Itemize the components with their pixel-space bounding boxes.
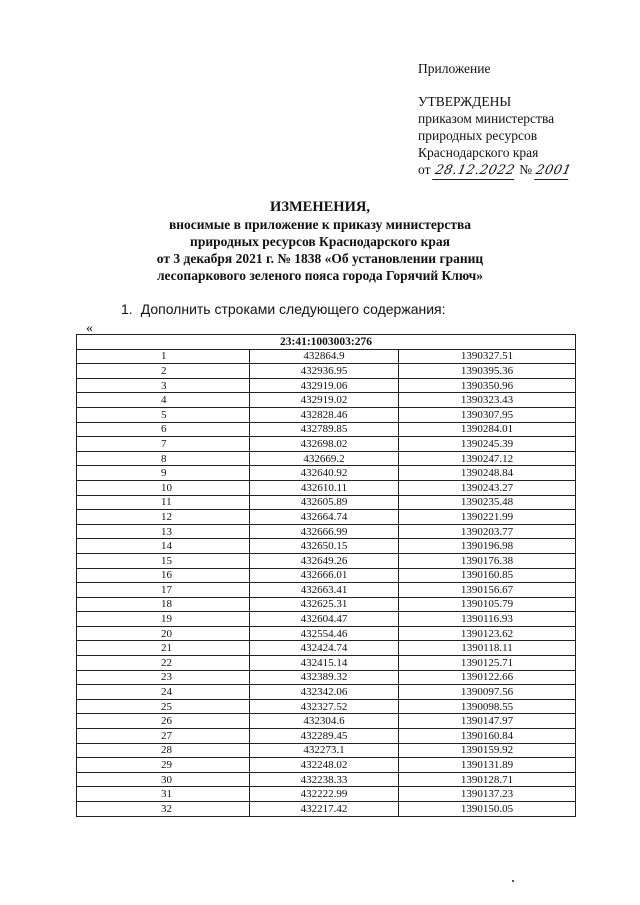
subtitle-line-3: от 3 декабря 2021 г. № 1838 «Об установлении границ xyxy=(156,251,484,266)
y-coordinate-cell: 1390221.99 xyxy=(399,510,576,525)
instruction-item xyxy=(121,301,446,317)
coordinates-table xyxy=(76,334,576,817)
y-coordinate-cell: 1390097.56 xyxy=(399,685,576,700)
y-coordinate-cell: 1390105.79 xyxy=(399,597,576,612)
y-coordinate-cell: 1390196.98 xyxy=(399,539,576,554)
table-row xyxy=(77,626,576,641)
table-row xyxy=(77,772,576,787)
table-row xyxy=(77,349,576,364)
handwritten-number: 2001 xyxy=(534,163,573,178)
point-number-cell: 10 xyxy=(77,480,250,495)
subtitle-line-1: вносимые в приложение к приказу министерства xyxy=(168,217,472,232)
point-number-cell: 20 xyxy=(77,626,250,641)
y-coordinate-cell: 1390147.97 xyxy=(399,714,576,729)
x-coordinate-cell: 432610.11 xyxy=(250,480,399,495)
x-coordinate-cell: 432222.99 xyxy=(250,787,399,802)
table-row xyxy=(77,758,576,773)
y-coordinate-cell: 1390122.66 xyxy=(399,670,576,685)
table-row xyxy=(77,583,576,598)
x-coordinate-cell: 432389.32 xyxy=(250,670,399,685)
point-number-cell: 6 xyxy=(77,422,250,437)
x-coordinate-cell: 432936.95 xyxy=(250,364,399,379)
point-number-cell: 2 xyxy=(77,364,250,379)
point-number-cell: 22 xyxy=(77,656,250,671)
coordinates-table-body xyxy=(77,349,576,816)
y-coordinate-cell: 1390350.96 xyxy=(399,378,576,393)
table-row xyxy=(77,378,576,393)
x-coordinate-cell: 432415.14 xyxy=(250,656,399,671)
x-coordinate-cell: 432273.1 xyxy=(250,743,399,758)
point-number-cell: 32 xyxy=(77,802,250,817)
x-coordinate-cell: 432625.31 xyxy=(250,597,399,612)
scan-speck xyxy=(512,880,514,882)
point-number-cell: 19 xyxy=(77,612,250,627)
y-coordinate-cell: 1390160.85 xyxy=(399,568,576,583)
x-coordinate-cell: 432554.46 xyxy=(250,626,399,641)
y-coordinate-cell: 1390307.95 xyxy=(399,407,576,422)
point-number-cell: 24 xyxy=(77,685,250,700)
y-coordinate-cell: 1390156.67 xyxy=(399,583,576,598)
point-number-cell: 27 xyxy=(77,729,250,744)
point-number-cell: 14 xyxy=(77,539,250,554)
x-coordinate-cell: 432424.74 xyxy=(250,641,399,656)
y-coordinate-cell: 1390176.38 xyxy=(399,553,576,568)
x-coordinate-cell: 432342.06 xyxy=(250,685,399,700)
y-coordinate-cell: 1390098.55 xyxy=(399,699,576,714)
point-number-cell: 23 xyxy=(77,670,250,685)
point-number-cell: 25 xyxy=(77,699,250,714)
table-row xyxy=(77,524,576,539)
x-coordinate-cell: 432919.02 xyxy=(250,393,399,408)
x-coordinate-cell: 432605.89 xyxy=(250,495,399,510)
x-coordinate-cell: 432238.33 xyxy=(250,772,399,787)
table-row xyxy=(77,422,576,437)
x-coordinate-cell: 432698.02 xyxy=(250,437,399,452)
point-number-cell: 4 xyxy=(77,393,250,408)
x-coordinate-cell: 432217.42 xyxy=(250,802,399,817)
x-coordinate-cell: 432828.46 xyxy=(250,407,399,422)
table-row xyxy=(77,743,576,758)
table-row xyxy=(77,714,576,729)
table-row xyxy=(77,699,576,714)
x-coordinate-cell: 432327.52 xyxy=(250,699,399,714)
x-coordinate-cell: 432304.6 xyxy=(250,714,399,729)
x-coordinate-cell: 432789.85 xyxy=(250,422,399,437)
y-coordinate-cell: 1390131.89 xyxy=(399,758,576,773)
instruction-number: 1. xyxy=(121,301,133,317)
x-coordinate-cell: 432919.06 xyxy=(250,378,399,393)
point-number-cell: 31 xyxy=(77,787,250,802)
y-coordinate-cell: 1390247.12 xyxy=(399,451,576,466)
approved-label: УТВЕРЖДЕНЫ xyxy=(418,94,512,109)
table-row xyxy=(77,480,576,495)
approval-line-3: Краснодарского края xyxy=(418,145,539,160)
approval-block xyxy=(418,60,573,180)
y-coordinate-cell: 1390245.39 xyxy=(399,437,576,452)
x-coordinate-cell: 432289.45 xyxy=(250,729,399,744)
table-row xyxy=(77,495,576,510)
approval-date-row xyxy=(418,161,573,180)
table-row xyxy=(77,656,576,671)
y-coordinate-cell: 1390243.27 xyxy=(399,480,576,495)
point-number-cell: 1 xyxy=(77,349,250,364)
subtitle-line-4: лесопаркового зеленого пояса города Горячий Ключ» xyxy=(156,268,484,283)
subtitle-line-2: природных ресурсов Краснодарского края xyxy=(190,234,450,249)
x-coordinate-cell: 432666.01 xyxy=(250,568,399,583)
table-row xyxy=(77,568,576,583)
y-coordinate-cell: 1390159.92 xyxy=(399,743,576,758)
table-row xyxy=(77,451,576,466)
table-row xyxy=(77,364,576,379)
table-row xyxy=(77,510,576,525)
x-coordinate-cell: 432664.74 xyxy=(250,510,399,525)
table-row xyxy=(77,612,576,627)
y-coordinate-cell: 1390118.11 xyxy=(399,641,576,656)
document-subtitle xyxy=(0,216,640,284)
point-number-cell: 16 xyxy=(77,568,250,583)
handwritten-date: 28.12.2022 xyxy=(433,163,517,178)
y-coordinate-cell: 1390160.84 xyxy=(399,729,576,744)
appendix-label: Приложение xyxy=(418,61,491,76)
point-number-cell: 29 xyxy=(77,758,250,773)
point-number-cell: 8 xyxy=(77,451,250,466)
y-coordinate-cell: 1390327.51 xyxy=(399,349,576,364)
table-row xyxy=(77,641,576,656)
y-coordinate-cell: 1390116.93 xyxy=(399,612,576,627)
point-number-cell: 21 xyxy=(77,641,250,656)
opening-quote: « xyxy=(86,321,93,336)
point-number-cell: 15 xyxy=(77,553,250,568)
y-coordinate-cell: 1390395.36 xyxy=(399,364,576,379)
date-prefix: от xyxy=(418,162,431,177)
point-number-cell: 9 xyxy=(77,466,250,481)
table-row xyxy=(77,553,576,568)
table-row xyxy=(77,729,576,744)
table-header-row xyxy=(77,335,576,350)
x-coordinate-cell: 432666.99 xyxy=(250,524,399,539)
point-number-cell: 3 xyxy=(77,378,250,393)
y-coordinate-cell: 1390128.71 xyxy=(399,772,576,787)
y-coordinate-cell: 1390125.71 xyxy=(399,656,576,671)
x-coordinate-cell: 432604.47 xyxy=(250,612,399,627)
table-row xyxy=(77,437,576,452)
point-number-cell: 5 xyxy=(77,407,250,422)
y-coordinate-cell: 1390150.05 xyxy=(399,802,576,817)
point-number-cell: 28 xyxy=(77,743,250,758)
x-coordinate-cell: 432663.41 xyxy=(250,583,399,598)
y-coordinate-cell: 1390284.01 xyxy=(399,422,576,437)
y-coordinate-cell: 1390123.62 xyxy=(399,626,576,641)
table-row xyxy=(77,787,576,802)
x-coordinate-cell: 432248.02 xyxy=(250,758,399,773)
x-coordinate-cell: 432650.15 xyxy=(250,539,399,554)
document-title: ИЗМЕНЕНИЯ, xyxy=(270,199,370,215)
table-row xyxy=(77,685,576,700)
x-coordinate-cell: 432864.9 xyxy=(250,349,399,364)
point-number-cell: 17 xyxy=(77,583,250,598)
number-sign: № xyxy=(519,162,533,177)
approval-line-1: приказом министерства xyxy=(418,111,555,126)
x-coordinate-cell: 432669.2 xyxy=(250,451,399,466)
table-row xyxy=(77,466,576,481)
x-coordinate-cell: 432640.92 xyxy=(250,466,399,481)
y-coordinate-cell: 1390203.77 xyxy=(399,524,576,539)
y-coordinate-cell: 1390137.23 xyxy=(399,787,576,802)
table-row xyxy=(77,539,576,554)
table-row xyxy=(77,597,576,612)
y-coordinate-cell: 1390235.48 xyxy=(399,495,576,510)
cadastral-number-header: 23:41:1003003:276 xyxy=(77,335,576,350)
table-row xyxy=(77,670,576,685)
point-number-cell: 13 xyxy=(77,524,250,539)
point-number-cell: 12 xyxy=(77,510,250,525)
approval-line-2: природных ресурсов xyxy=(418,128,538,143)
point-number-cell: 7 xyxy=(77,437,250,452)
table-row xyxy=(77,407,576,422)
point-number-cell: 26 xyxy=(77,714,250,729)
y-coordinate-cell: 1390323.43 xyxy=(399,393,576,408)
table-row xyxy=(77,802,576,817)
x-coordinate-cell: 432649.26 xyxy=(250,553,399,568)
point-number-cell: 30 xyxy=(77,772,250,787)
table-row xyxy=(77,393,576,408)
point-number-cell: 11 xyxy=(77,495,250,510)
y-coordinate-cell: 1390248.84 xyxy=(399,466,576,481)
point-number-cell: 18 xyxy=(77,597,250,612)
instruction-text: Дополнить строками следующего содержания: xyxy=(140,301,446,317)
